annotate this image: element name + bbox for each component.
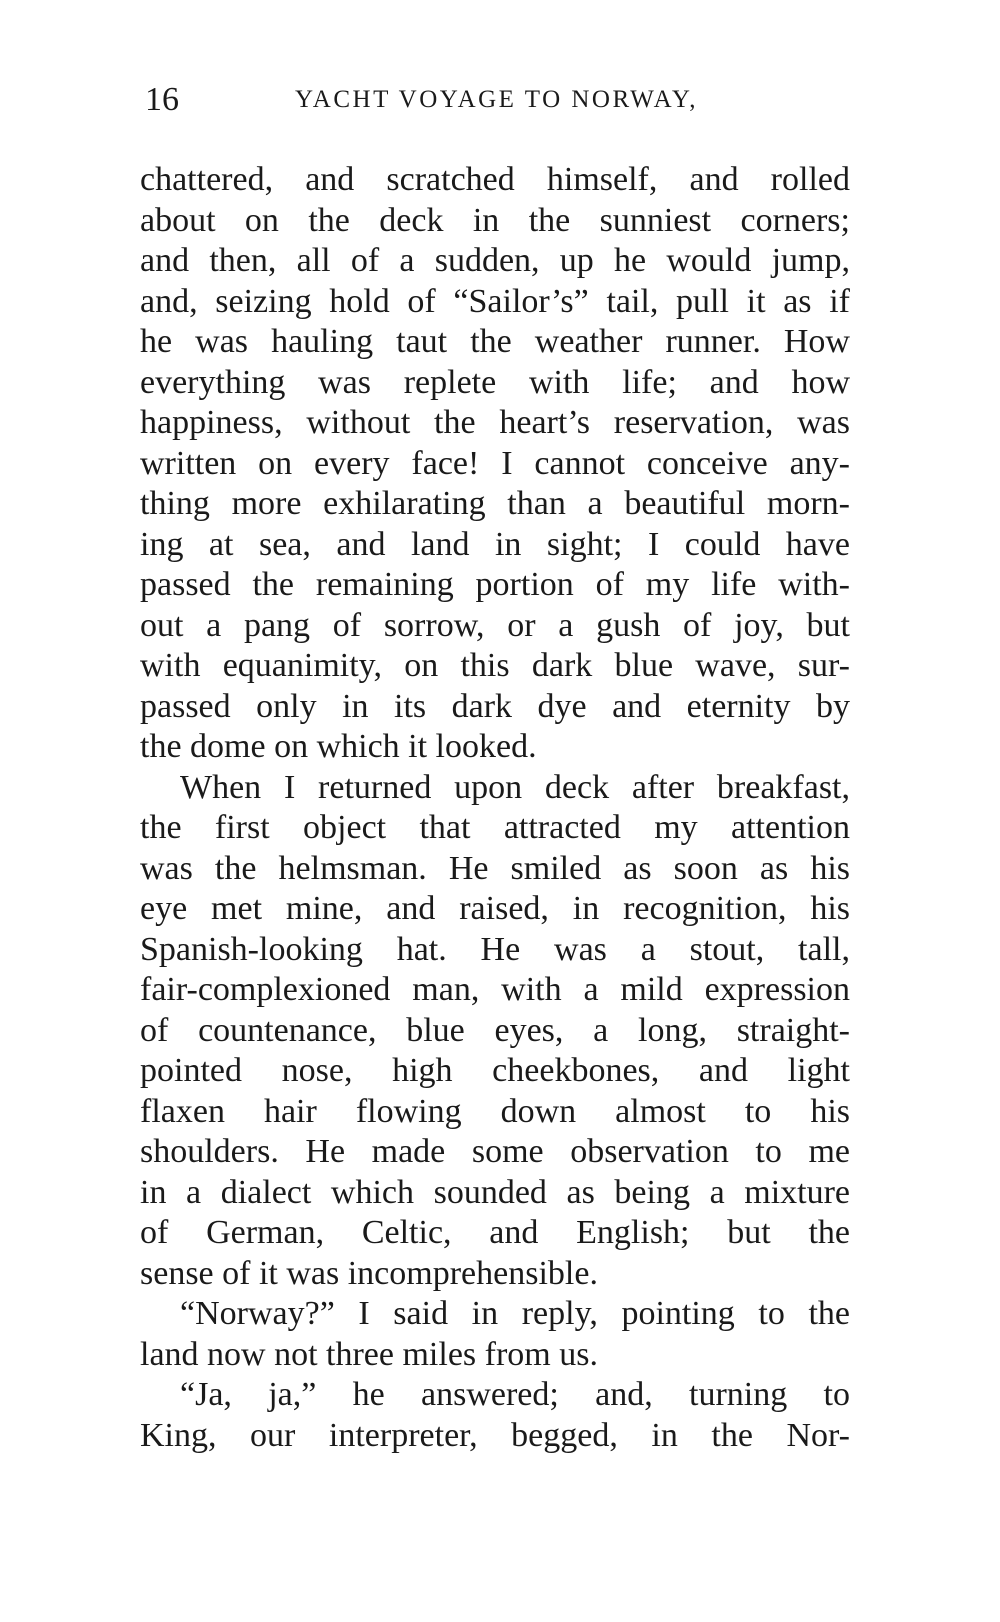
text-line: and then, all of a sudden, up he would jump, (140, 242, 850, 279)
text-line: out a pang of sorrow, or a gush of joy, but (140, 606, 850, 644)
text-line: written on every face! I cannot conceive any- (140, 444, 850, 482)
text-line: Spanish-looking hat. He was a stout, tall, (140, 930, 850, 968)
text-line: “Norway?” I said in reply, pointing to the (180, 1295, 850, 1332)
text-line: flaxen hair flowing down almost to his (140, 1092, 850, 1130)
paragraph (140, 160, 850, 768)
text-line: sense of it was incomprehensible. (140, 1254, 598, 1292)
text-line: chattered, and scratched himself, and rolled (140, 161, 850, 198)
text-line: of German, Celtic, and English; but the (140, 1214, 850, 1251)
text-line: “Ja, ja,” he answered; and, turning to (180, 1376, 850, 1413)
text-line: shoulders. He made some observation to me (140, 1133, 850, 1170)
text-line: the dome on which it looked. (140, 728, 537, 765)
running-title: YACHT VOYAGE TO NORWAY, (295, 86, 698, 113)
body-text (140, 160, 850, 1456)
text-line: passed the remaining portion of my life with- (140, 566, 850, 603)
text-line: was the helmsman. He smiled as soon as his (140, 849, 850, 887)
text-line: land now not three miles from us. (140, 1335, 598, 1373)
text-line: thing more exhilarating than a beautiful morn- (140, 485, 850, 522)
text-line: ing at sea, and land in sight; I could have (140, 525, 850, 563)
running-head (145, 80, 855, 120)
text-line: about on the deck in the sunniest corners; (140, 201, 850, 239)
text-line: he was hauling taut the weather runner. How (140, 323, 850, 360)
text-line: everything was replete with life; and how (140, 363, 850, 401)
text-line: and, seizing hold of “Sailor’s” tail, pull it as if (140, 282, 850, 320)
paragraph (140, 1294, 850, 1375)
text-line: with equanimity, on this dark blue wave, sur- (140, 647, 850, 684)
page-number: 16 (145, 81, 179, 118)
text-line: passed only in its dark dye and eternity by (140, 687, 850, 725)
text-line: pointed nose, high cheekbones, and light (140, 1052, 850, 1089)
text-line: the first object that attracted my attention (140, 809, 850, 846)
text-line: eye met mine, and raised, in recognition, his (140, 890, 850, 927)
text-line: King, our interpreter, begged, in the Nor- (140, 1416, 850, 1454)
text-line: of countenance, blue eyes, a long, straight- (140, 1011, 850, 1049)
paragraph (140, 1375, 850, 1456)
text-line: in a dialect which sounded as being a mixture (140, 1173, 850, 1211)
text-line: fair-complexioned man, with a mild expression (140, 971, 850, 1008)
paragraph (140, 768, 850, 1295)
text-line: happiness, without the heart’s reservation, was (140, 404, 850, 441)
text-line: When I returned upon deck after breakfast, (180, 768, 850, 806)
